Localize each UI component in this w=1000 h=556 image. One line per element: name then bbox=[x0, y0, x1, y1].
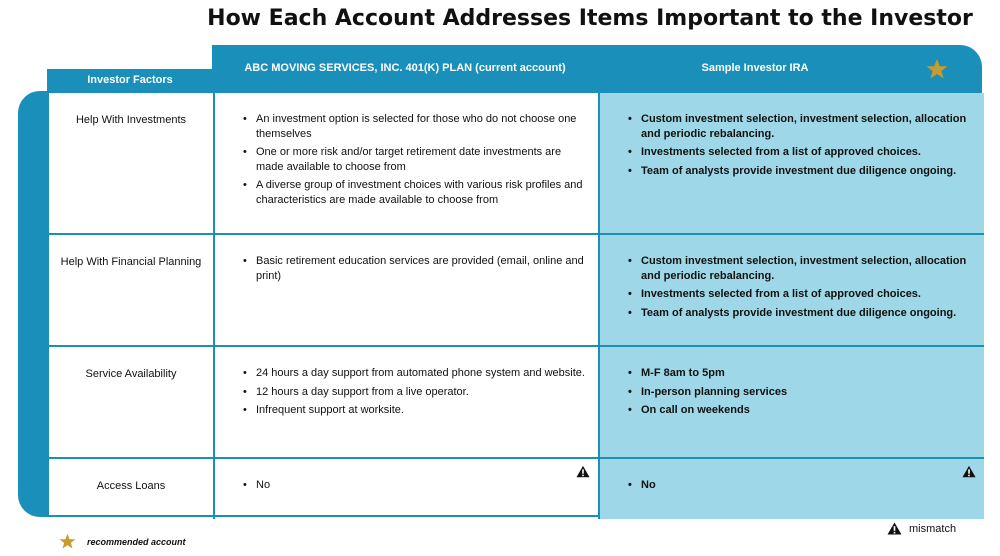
factor-cell: Help With Investments bbox=[49, 93, 215, 235]
legend-star-icon bbox=[59, 533, 76, 549]
list-item: • 12 hours a day support from a live operator. bbox=[256, 385, 586, 400]
recommended-cell bbox=[600, 459, 984, 519]
list-item: • Basic retirement education services are provided (email, online and print) bbox=[256, 254, 586, 283]
list-item: • A diverse group of investment choices with various risk profiles and characteristics are made available to choose from bbox=[256, 178, 586, 207]
recommended-cell bbox=[600, 347, 984, 459]
list-item: • Infrequent support at worksite. bbox=[256, 403, 586, 418]
list-item: • Investments selected from a list of approved choices. bbox=[641, 145, 970, 160]
list-item: • Custom investment selection, investment selection, allocation and periodic rebalancing. bbox=[641, 254, 970, 283]
column-header-factors: Investor Factors bbox=[87, 74, 173, 86]
list-item: • Custom investment selection, investment selection, allocation and periodic rebalancing. bbox=[641, 112, 970, 141]
list-item: • M-F 8am to 5pm bbox=[641, 366, 970, 381]
current-cell bbox=[215, 235, 600, 347]
recommended-cell bbox=[600, 235, 984, 347]
star-icon bbox=[926, 58, 948, 79]
legend-mismatch-label: mismatch bbox=[909, 523, 957, 535]
factor-cell: Access Loans bbox=[49, 459, 215, 519]
list-item: • Investments selected from a list of approved choices. bbox=[641, 287, 970, 302]
list-item: • In-person planning services bbox=[641, 385, 970, 400]
list-item: • 24 hours a day support from automated phone system and website. bbox=[256, 366, 586, 381]
list-item: • On call on weekends bbox=[641, 403, 970, 418]
warning-icon bbox=[962, 465, 976, 478]
legend-recommended-label: recommended account bbox=[87, 537, 186, 547]
list-item: • No bbox=[641, 478, 970, 493]
current-cell bbox=[215, 93, 600, 235]
page-title: How Each Account Addresses Items Important to the Investor bbox=[207, 6, 973, 31]
column-header-recommended: Sample Investor IRA bbox=[701, 62, 809, 74]
current-cell bbox=[215, 347, 600, 459]
list-item: • One or more risk and/or target retirement date investments are made available to choose from bbox=[256, 145, 586, 174]
current-cell bbox=[215, 459, 600, 519]
legend-warning-icon bbox=[887, 522, 902, 535]
list-item: • Team of analysts provide investment due diligence ongoing. bbox=[641, 164, 970, 179]
warning-icon bbox=[576, 465, 590, 478]
list-item: • No bbox=[256, 478, 586, 493]
factor-cell: Service Availability bbox=[49, 347, 215, 459]
factor-cell: Help With Financial Planning bbox=[49, 235, 215, 347]
recommended-cell bbox=[600, 93, 984, 235]
column-header-current: ABC MOVING SERVICES, INC. 401(K) PLAN (current account) bbox=[244, 62, 566, 74]
list-item: • An investment option is selected for those who do not choose one themselves bbox=[256, 112, 586, 141]
comparison-table bbox=[47, 91, 982, 517]
list-item: • Team of analysts provide investment due diligence ongoing. bbox=[641, 306, 970, 321]
